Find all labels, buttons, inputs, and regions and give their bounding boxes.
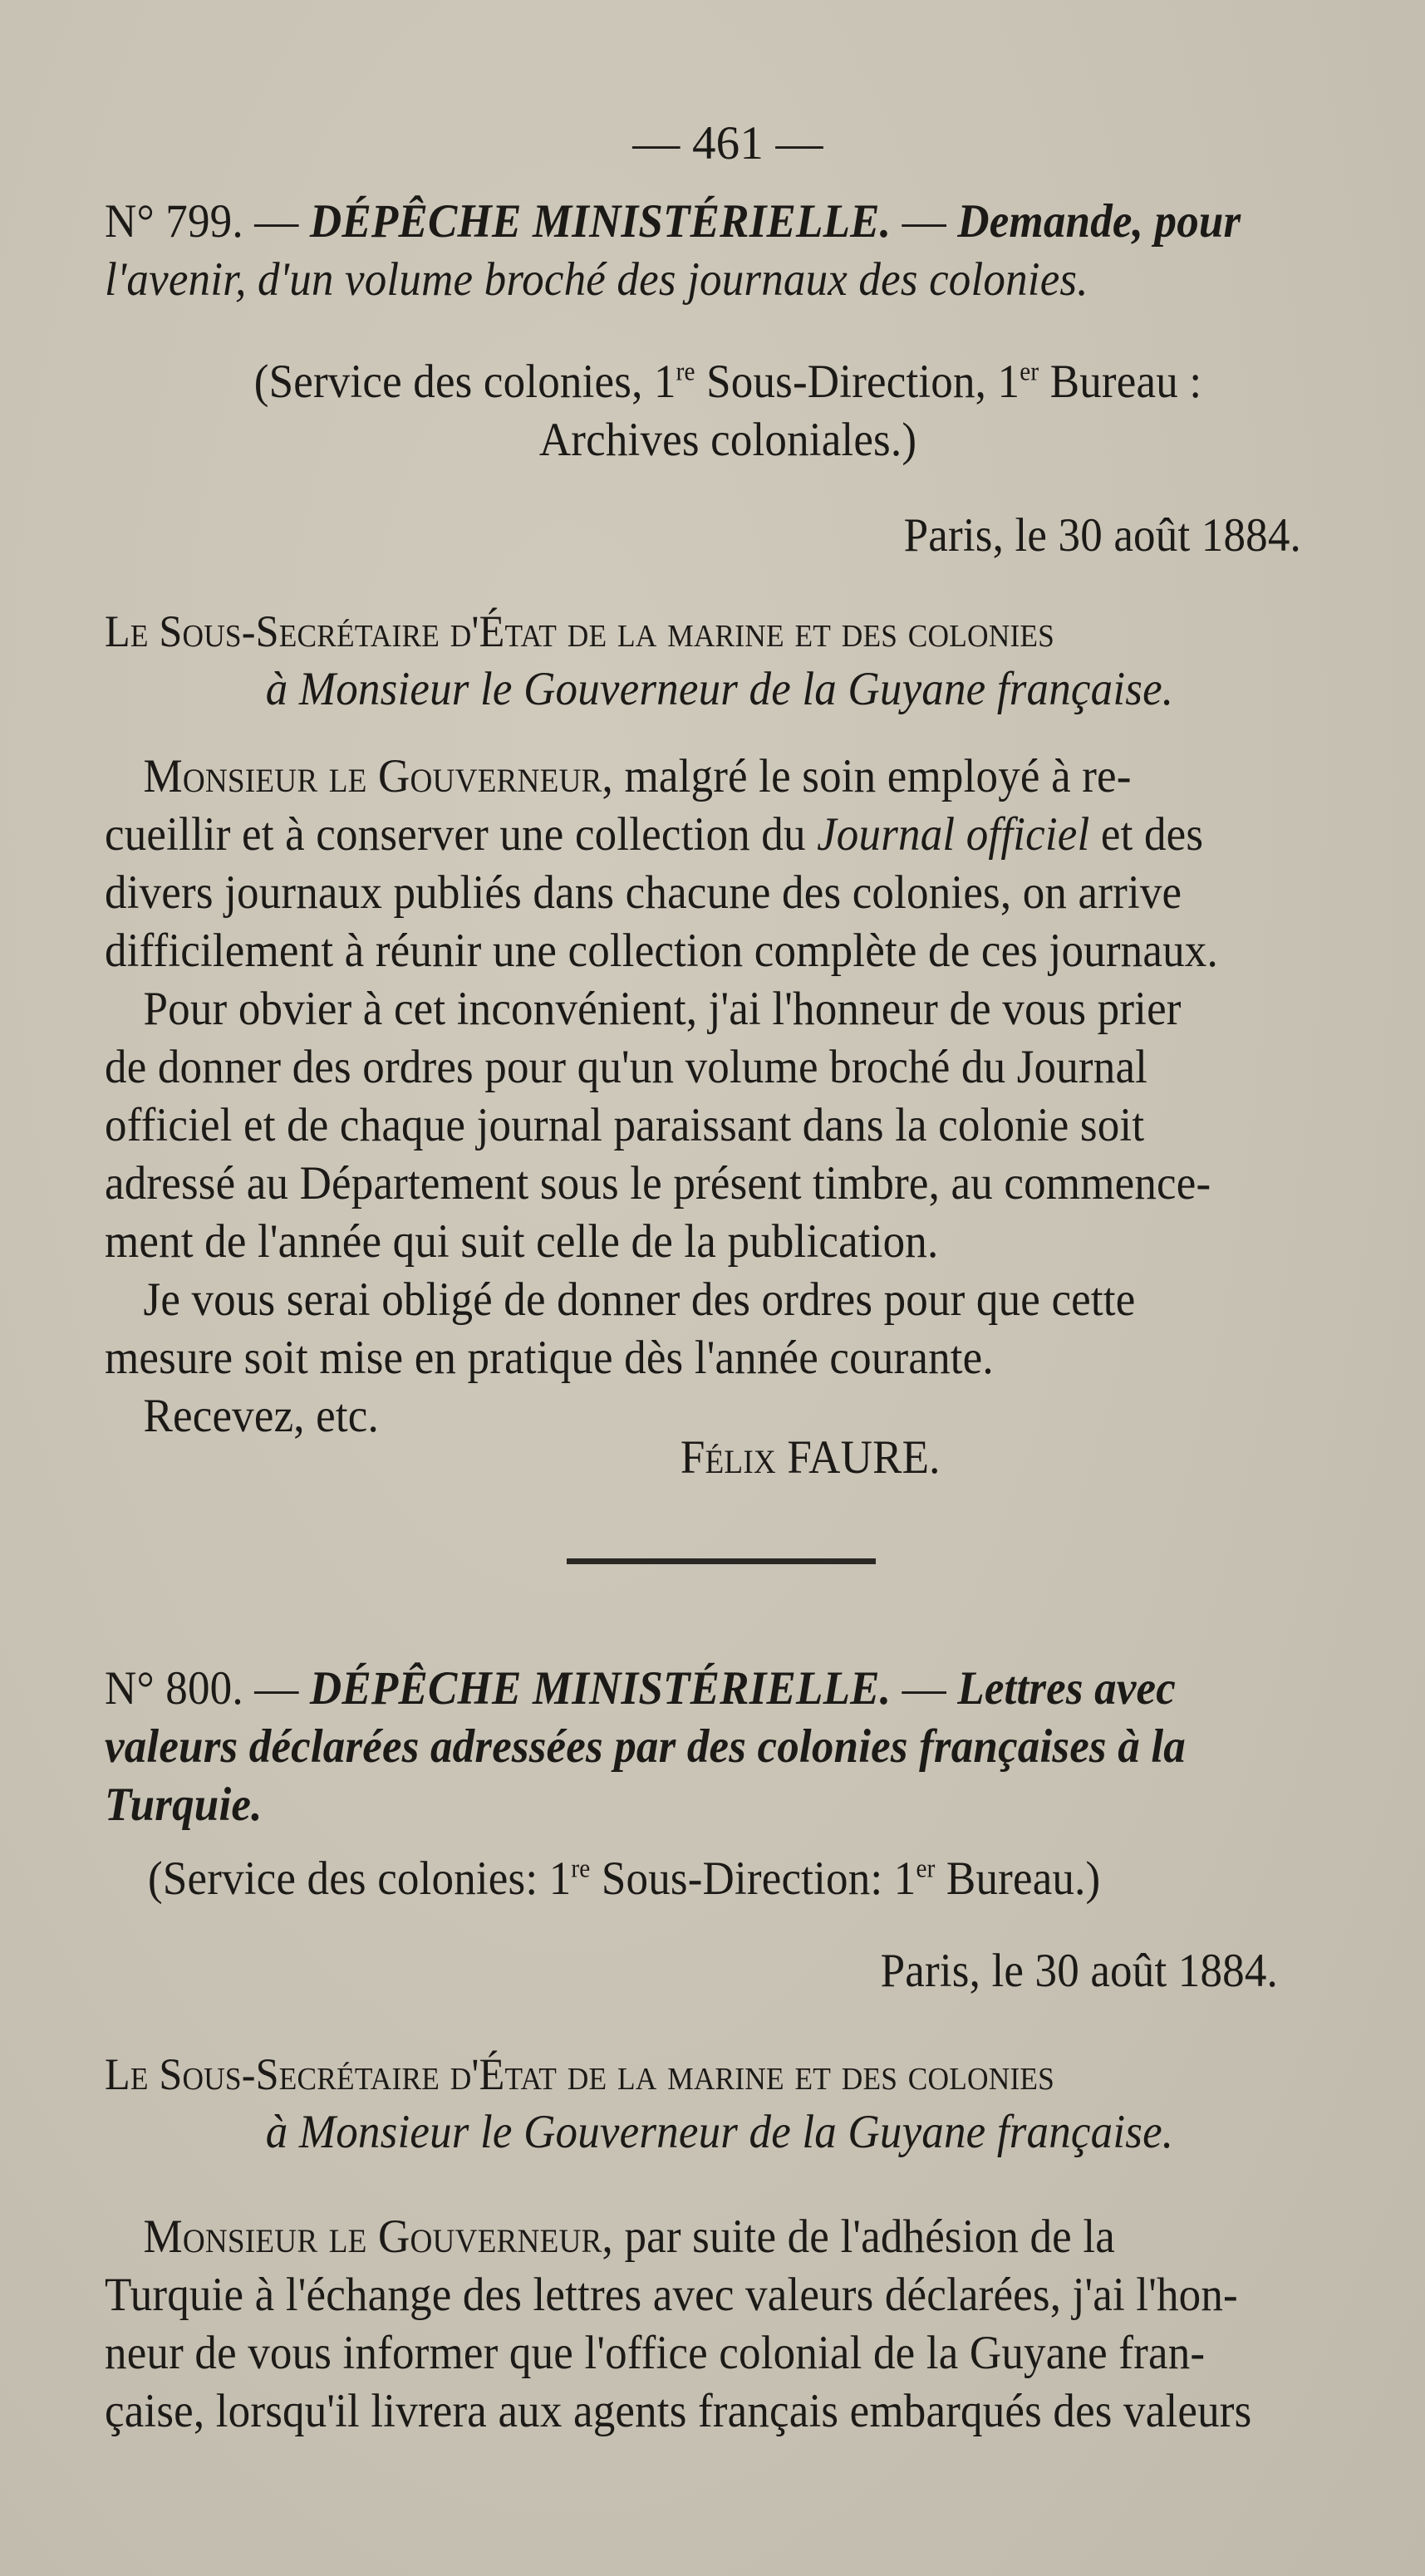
dispatch-800-heading [105, 1660, 1351, 1834]
dispatch-800-dateline-wrap [105, 1942, 1278, 2000]
body-line: difficilement à réunir une collection complète de ces journaux. [105, 925, 1218, 977]
service-text: Sous-Direction: 1 [590, 1852, 916, 1905]
salutation: Monsieur le Gouverneur, [143, 750, 614, 802]
body-line: çaise, lorsqu'il livrera aux agents français embarqués des valeurs [105, 2385, 1252, 2437]
dispatch-800-service [105, 1850, 1394, 1908]
signature-last-name: FAURE. [787, 1431, 941, 1484]
body-line: neur de vous informer que l'office colonial de la Guyane fran- [105, 2327, 1206, 2379]
body-line: Je vous serai obligé de donner des ordres pour que cette [143, 1273, 1136, 1326]
body-line: Recevez, etc. [143, 1390, 379, 1442]
salutation: Monsieur le Gouverneur, [143, 2210, 614, 2263]
body-line: officiel et de chaque journal paraissant dans la colonie soit [105, 1099, 1145, 1151]
service-text: (Service des colonies: 1 [148, 1852, 572, 1905]
address-recipient: à Monsieur le Gouverneur de la Guyane française. [265, 2106, 1174, 2158]
address-sender: Le Sous-Secrétaire d'État de la marine et des colonies [105, 2049, 1055, 2099]
page-number-line [105, 115, 1351, 173]
body-text: cueillir et à conserver une collection du [105, 808, 818, 861]
journal-title: Journal officiel [817, 808, 1090, 861]
body-line: divers journaux publiés dans chacune des colonies, on arrive [105, 866, 1182, 919]
address-sender: Le Sous-Secrétaire d'État de la marine et des colonies [105, 606, 1055, 656]
signature-first-name: Félix [680, 1431, 776, 1484]
body-text: malgré le soin employé à re- [613, 750, 1132, 802]
dispatch-800-dateline: Paris, le 30 août 1884. [880, 1945, 1278, 1997]
service-text: Bureau : [1039, 356, 1202, 408]
dispatch-800-number: N° 800. — [105, 1662, 299, 1715]
dispatch-800-address [105, 2045, 1351, 2161]
dispatch-799-subject-b: l'avenir, d'un volume broché des journaux des colonies. [105, 253, 1088, 306]
dispatch-800-body [105, 2208, 1351, 2441]
dispatch-800-dash: — [902, 1662, 946, 1715]
body-text: par suite de l'adhésion de la [613, 2210, 1115, 2263]
dispatch-800-type: DÉPÊCHE MINISTÉRIELLE. [309, 1662, 892, 1715]
page-number: — 461 — [632, 117, 823, 169]
dispatch-800-subject-b: valeurs déclarées adressées par des colonies françaises à la [105, 1720, 1186, 1773]
body-line: ment de l'année qui suit celle de la publication. [105, 1215, 939, 1268]
dispatch-800-subject-a: Lettres avec [957, 1662, 1176, 1715]
body-line: adressé au Département sous le présent timbre, au commence- [105, 1157, 1211, 1209]
dispatch-799-signature [105, 1429, 1351, 1487]
service-text: Bureau.) [935, 1852, 1101, 1905]
address-recipient: à Monsieur le Gouverneur de la Guyane française. [265, 663, 1174, 715]
service-text: Sous-Direction, 1 [695, 356, 1020, 408]
body-line: Turquie à l'échange des lettres avec valeurs déclarées, j'ai l'hon- [105, 2269, 1238, 2321]
service-line-2: Archives coloniales.) [538, 414, 917, 466]
dispatch-799-dateline: Paris, le 30 août 1884. [903, 509, 1301, 562]
dispatch-799-heading [105, 193, 1351, 309]
body-line: Pour obvier à cet inconvénient, j'ai l'honneur de vous prier [143, 983, 1182, 1035]
service-superscript: re [676, 356, 695, 386]
service-superscript: re [571, 1853, 591, 1883]
dispatch-799-number: N° 799. — [105, 195, 299, 248]
dispatch-799-dateline-wrap [105, 507, 1301, 565]
dispatch-799-dash: — [902, 195, 946, 248]
section-divider [567, 1558, 876, 1564]
dispatch-799-subject-a: Demande, pour [957, 195, 1241, 248]
body-line: mesure soit mise en pratique dès l'année courante. [105, 1332, 994, 1384]
service-superscript: er [1020, 356, 1039, 386]
service-text: (Service des colonies, 1 [253, 356, 676, 408]
dispatch-799-address [105, 602, 1351, 719]
body-text: et des [1089, 808, 1204, 861]
service-superscript: er [916, 1853, 936, 1883]
body-line: de donner des ordres pour qu'un volume broché du Journal [105, 1041, 1148, 1093]
dispatch-800-subject-c: Turquie. [105, 1779, 263, 1831]
dispatch-799-body [105, 748, 1351, 1445]
dispatch-799-type: DÉPÊCHE MINISTÉRIELLE. [309, 195, 892, 248]
dispatch-799-service [105, 353, 1351, 469]
